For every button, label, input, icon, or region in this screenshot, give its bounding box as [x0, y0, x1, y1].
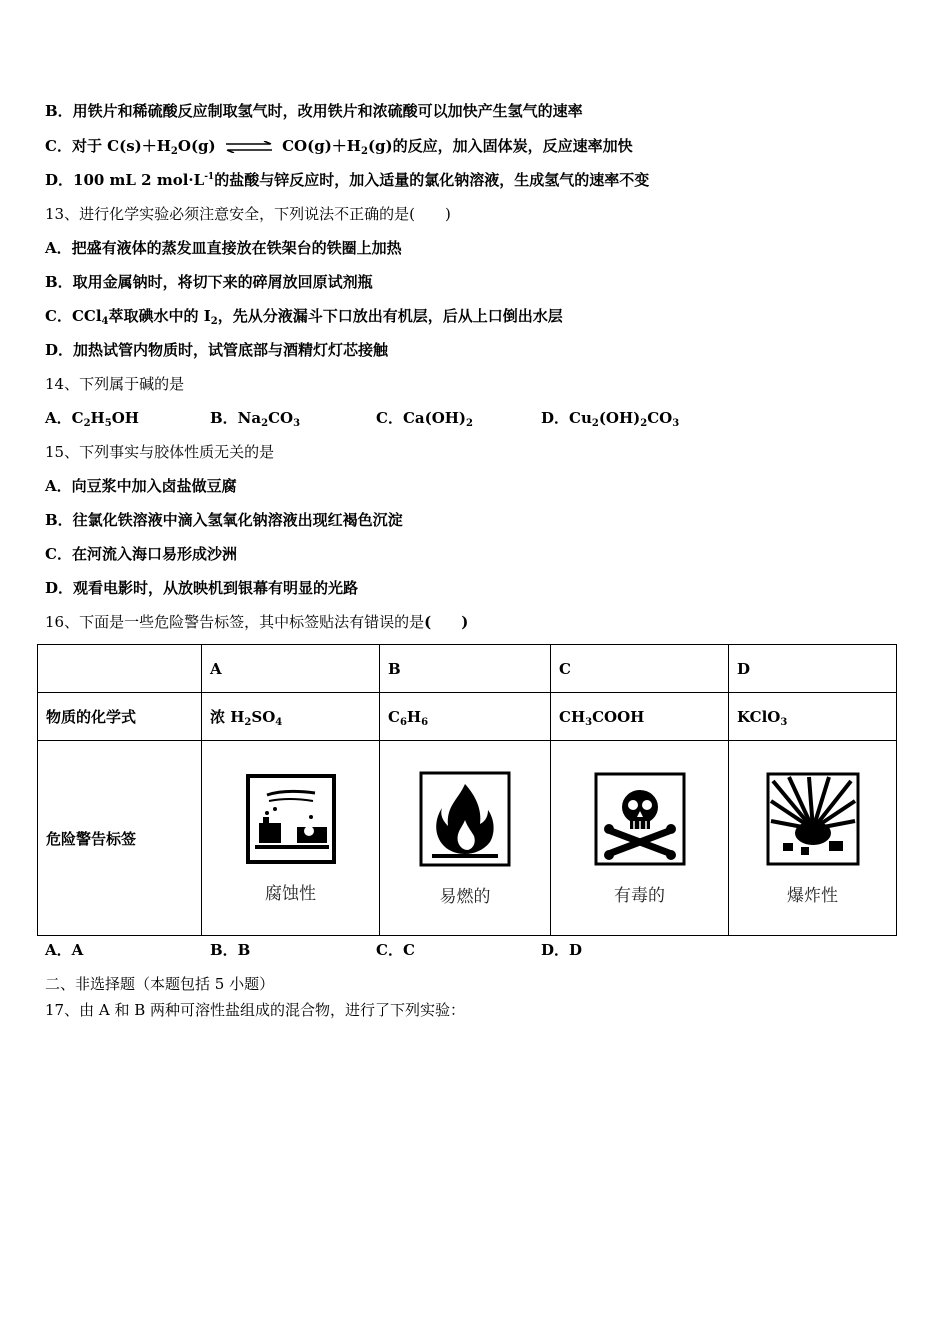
- q12-option-b: B．用铁片和稀硫酸反应制取氢气时，改用铁片和浓硫酸可以加快产生氢气的速率: [45, 102, 583, 120]
- header-cell: A: [202, 645, 380, 693]
- q15-option-d: D．观看电影时，从放映机到银幕有明显的光路: [45, 579, 359, 597]
- q14-option-a: A．$C_2H_5OH$: [45, 409, 139, 429]
- header-cell: B: [380, 645, 551, 693]
- q13-option-c: C．CCl$_4$萃取碘水中的 $I_2$，先从分液漏斗下口放出有机层，后从上口倒出水层: [45, 307, 563, 327]
- q13-stem: 13、进行化学实验必须注意安全，下列说法不正确的是( ): [45, 205, 451, 223]
- formula-a: 浓 $H_2SO_4$: [202, 693, 380, 741]
- explosive-icon: [765, 771, 861, 867]
- q14-stem: 14、下列属于碱的是: [45, 375, 185, 393]
- q13-option-d: D．加热试管内物质时，试管底部与酒精灯灯芯接触: [45, 341, 389, 359]
- q15-option-a: A．向豆浆中加入卤盐做豆腐: [45, 477, 237, 495]
- section-title: 二、非选择题（本题包括 5 小题）: [45, 975, 275, 993]
- header-cell: D: [729, 645, 897, 693]
- q13-option-b: B．取用金属钠时，将切下来的碎屑放回原试剂瓶: [45, 273, 373, 291]
- sign-caption: 爆炸性: [787, 885, 838, 906]
- sign-cell-c: [551, 741, 729, 936]
- equilibrium-arrow-icon: [224, 141, 274, 153]
- table-header-row: [38, 645, 897, 693]
- q16-option-b: B．B: [210, 941, 251, 959]
- q14-option-c: C．$Ca(OH)_2$: [376, 409, 473, 429]
- q16-stem: 16、下面是一些危险警告标签，其中标签贴法有错误的是( ): [45, 613, 469, 631]
- q13-option-a: A．把盛有液体的蒸发皿直接放在铁架台的铁圈上加热: [45, 239, 402, 257]
- row-label: 物质的化学式: [38, 693, 202, 741]
- sign-cell-a: [202, 741, 380, 936]
- q16-option-d: D．D: [541, 941, 583, 959]
- q15-option-c: C．在河流入海口易形成沙洲: [45, 545, 237, 563]
- formula-d: KClO$_3$: [729, 693, 897, 741]
- header-cell: [38, 645, 202, 693]
- formula-c: $CH_3COOH$: [551, 693, 729, 741]
- header-cell: C: [551, 645, 729, 693]
- q16-option-a: A．A: [45, 941, 84, 959]
- q14-option-b: B．$Na_2CO_3$: [210, 409, 301, 429]
- q12-option-d: D．100 mL 2 $mol\cdot L^{-1}$的盐酸与锌反应时，加入适量的氯化钠溶液，生成氢气的速率不变: [45, 171, 650, 189]
- q12-option-c: C．对于 $C(s)+H_2O(g)$ $CO(g)+H_2(g)$的反应，加入固体炭，反应速率加快: [45, 137, 633, 157]
- sign-cell-d: [729, 741, 897, 936]
- flammable-icon: [418, 770, 512, 868]
- sign-caption: 易燃的: [439, 886, 491, 907]
- table-row-formula: [38, 693, 897, 741]
- row-label: 危险警告标签: [38, 741, 202, 936]
- q17-stem: 17、由 A 和 B 两种可溶性盐组成的混合物，进行了下列实验：: [45, 1001, 466, 1019]
- sign-cell-b: [380, 741, 551, 936]
- corrosive-icon: [245, 773, 337, 865]
- q15-stem: 15、下列事实与胶体性质无关的是: [45, 443, 275, 461]
- q15-option-b: B．往氯化铁溶液中滴入氢氧化钠溶液出现红褐色沉淀: [45, 511, 403, 529]
- q16-option-c: C．C: [376, 941, 415, 959]
- table-row-signs: [38, 741, 897, 936]
- q14-option-d: D．$Cu_2(OH)_2CO_3$: [541, 409, 680, 429]
- sign-caption: 腐蚀性: [265, 883, 316, 904]
- formula-b: $C_6H_6$: [380, 693, 551, 741]
- toxic-icon: [593, 771, 687, 867]
- sign-caption: 有毒的: [614, 885, 665, 906]
- hazard-label-table: [37, 644, 897, 936]
